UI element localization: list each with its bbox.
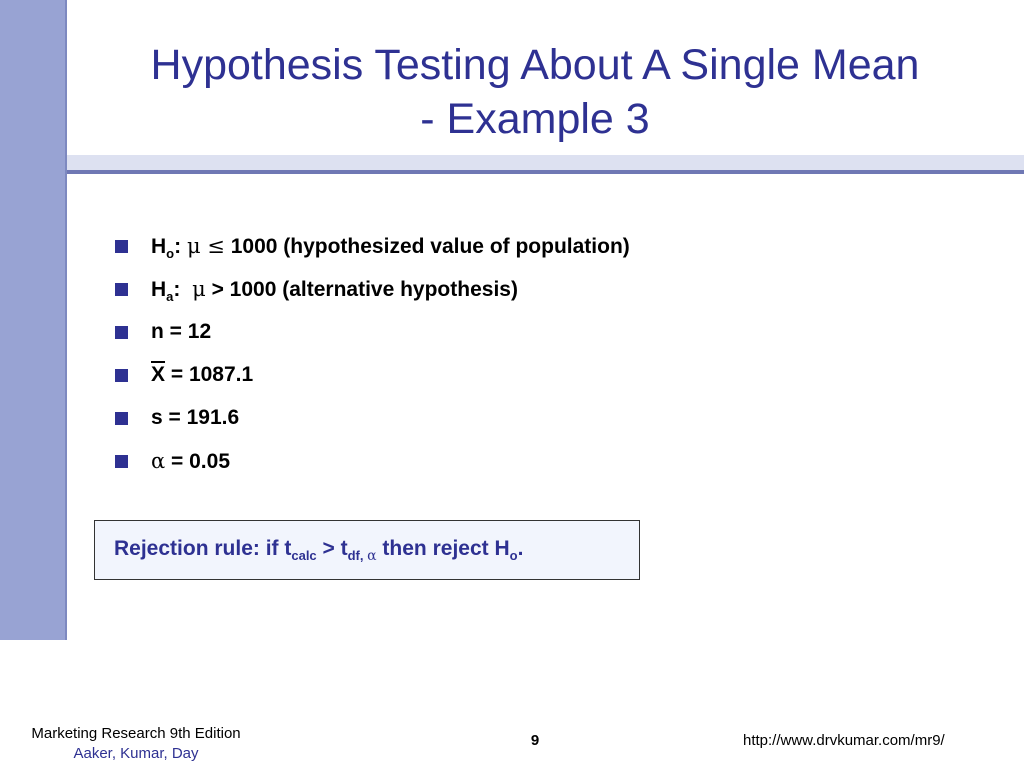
bullet-text: $H_o$: μ ≤ 1000 (hypothesized value of population): [151, 234, 630, 262]
footer-authors: Aaker, Kumar, Day: [73, 745, 199, 762]
footer-url[interactable]: http://www.drvkumar.com/mr9/: [743, 732, 945, 749]
title-line-1: Hypothesis Testing About A Single Mean: [150, 41, 920, 89]
square-bullet-icon: [115, 240, 128, 253]
square-bullet-icon: [115, 369, 128, 382]
footer-book-info: [16, 724, 256, 764]
square-bullet-icon: [115, 283, 128, 296]
square-bullet-icon: [115, 412, 128, 425]
slide-title: [80, 38, 990, 146]
title-divider-light: [67, 155, 1024, 170]
bullet-text: s = 191.6: [151, 406, 240, 429]
bullet-text: α = 0.05: [151, 449, 230, 473]
square-bullet-icon: [115, 326, 128, 339]
footer-book-title: Marketing Research 9th Edition: [31, 725, 241, 742]
title-line-2: - Example 3: [420, 95, 650, 143]
bullet-text: $\overline{X} = 1087.1$: [151, 363, 254, 386]
left-accent-bar: [0, 0, 67, 640]
square-bullet-icon: [115, 455, 128, 468]
page-number: 9: [530, 732, 540, 749]
rejection-rule-box: [94, 520, 640, 580]
rejection-rule-text: Rejection rule: if $t_{calc} > t_{df, \alpha}$ then reject $H_o$.: [114, 537, 524, 565]
bullet-text: $H_a$: μ > 1000 (alternative hypothesis): [151, 277, 518, 305]
bullet-text: n = 12: [151, 320, 212, 343]
title-divider-dark: [67, 170, 1024, 174]
